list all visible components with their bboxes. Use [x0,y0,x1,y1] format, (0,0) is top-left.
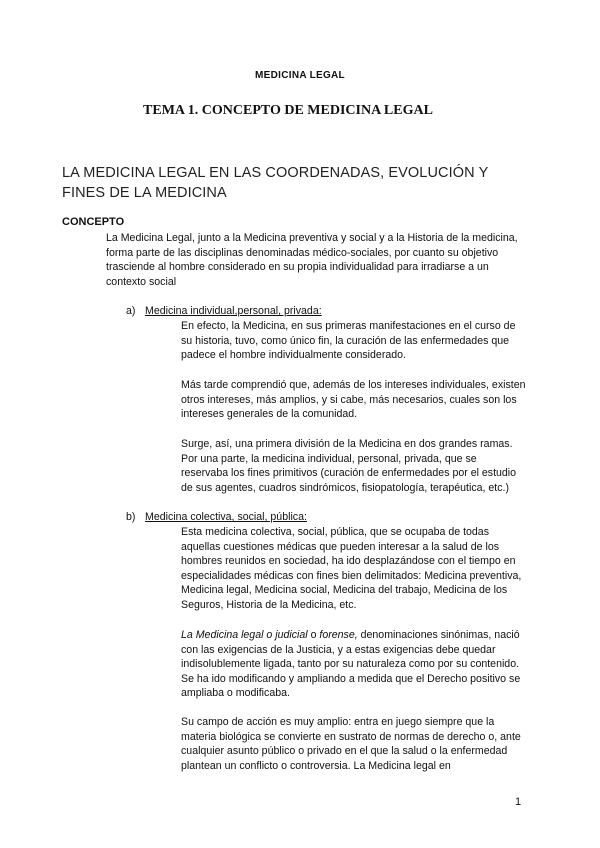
term-medicina-legal: La Medicina legal [181,629,264,641]
connector-o-1: o [263,629,276,641]
page-number: 1 [515,796,522,808]
item-b-paragraph-1: Esta medicina colectiva, social, pública, que se ocupaba de todas aquellas cuestiones médicas que pueden interesar a la salud de los hombres reunidos en sociedad, ha ido desplazándose con el tiempo en especialidades médicas con fines bien delimitados: Medicina preventiva, Medicina legal, Medicina social, Medicina del trabajo, Medicina de los Seguros, Historia de la Medicina, etc. [181,526,522,611]
tema-title: TEMA 1. CONCEPTO DE MEDICINA LEGAL [143,103,433,118]
term-judicial: judicial [275,629,308,641]
list-marker-a: a) [126,305,136,317]
item-a-paragraph-3: Surge, así, una primera división de la Medicina en dos grandes ramas. Por una parte, la medicina individual, personal, privada, que se reservaba los fines primitivos (curación de enfermedades por el estudio de sus agentes, cuadros sindrómicos, fisiopatología, terapéutica, etc.) [181,438,517,494]
paragraph-rest: denominaciones sinónimas, nació con las exigencias de la Justicia, y a estas exigencias debe quedar indisolublemente ligada, tanto por su naturaleza como por su contenido. Se ha ido modificando y ampliando a medida que el Derecho positivo se ampliaba o modificaba. [181,629,521,700]
course-title: MEDICINA LEGAL [255,70,345,81]
section-title: LA MEDICINA LEGAL EN LAS COORDENADAS, EVOLUCIÓN Y FINES DE LA MEDICINA [62,165,489,201]
concepto-heading: CONCEPTO [62,216,125,228]
connector-o-2: o [307,629,320,641]
item-a-paragraph-1: En efecto, la Medicina, en sus primeras manifestaciones en el curso de su historia, tuvo, como único fin, la curación de las enfermedades que padece el hombre individualmente considerado. [181,320,516,362]
list-title-b: Medicina colectiva, social, pública: [145,511,307,523]
term-forense: forense, [319,629,358,641]
list-title-a: Medicina individual,personal, privada: [145,305,322,317]
item-b-paragraph-3: Su campo de acción es muy amplio: entra en juego siempre que la materia biológica se convierte en sustrato de normas de derecho o, ante cualquier asunto público o privado en el que la salud o la enfermedad plantean un conflicto o controversia. La Medicina legal en [181,716,521,772]
item-b-paragraph-2 [181,628,526,701]
item-a-paragraph-2: Más tarde comprendió que, además de los intereses individuales, existen otros intereses, más amplios, y si cabe, más necesarios, cuales son los intereses generales de la comunidad. [181,379,526,421]
concepto-intro-paragraph: La Medicina Legal, junto a la Medicina preventiva y social y a la Historia de la medicina, forma parte de las disciplinas denominadas médico-sociales, por cuanto su objetivo trasciende al hombre considerado en su propia individualidad para irradiarse a un contexto social [106,232,518,288]
list-marker-b: b) [126,511,136,523]
